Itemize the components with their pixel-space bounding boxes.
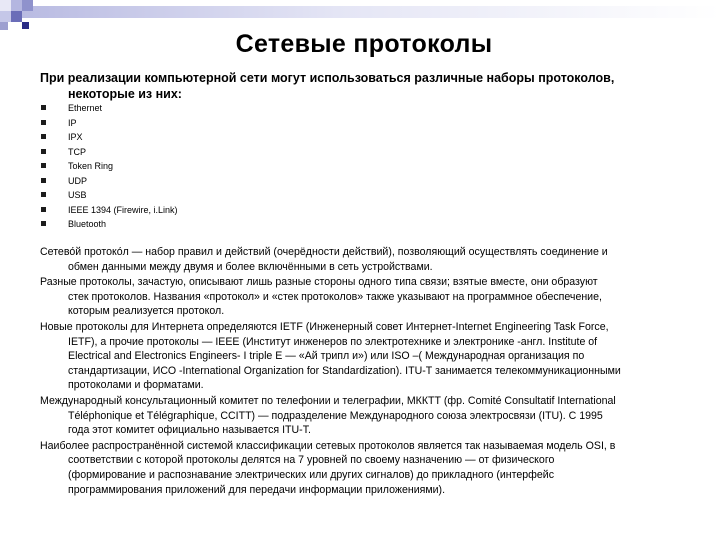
paragraph-line: соответствии с которой протоколы делятся на 7 уровней по своему назначению — от физического xyxy=(68,454,555,467)
protocol-list-item xyxy=(40,130,178,145)
paragraph-line: Téléphonique et Télégraphique, CCITT) — подразделение Международного союза электросвязи (ITU). С 1995 xyxy=(68,409,603,422)
header-gradient-band xyxy=(22,6,720,18)
protocol-name: IP xyxy=(68,117,77,128)
square-bullet-icon xyxy=(41,149,46,154)
protocol-list-item xyxy=(40,116,178,131)
square-bullet-icon xyxy=(41,105,46,110)
paragraph xyxy=(40,275,702,319)
paragraph xyxy=(40,439,702,497)
protocol-name: USB xyxy=(68,190,87,200)
protocol-list-item xyxy=(40,101,178,116)
protocol-list-item xyxy=(40,217,178,232)
protocol-name: TCP xyxy=(68,146,86,157)
intro-line: некоторые из них: xyxy=(68,87,182,101)
square-bullet-icon xyxy=(41,192,46,197)
protocol-name: Bluetooth xyxy=(68,219,107,229)
body-paragraphs xyxy=(40,245,702,498)
intro-text xyxy=(40,70,710,102)
square-bullet-icon xyxy=(41,221,46,226)
paragraph-line: IETF), а прочие протоколы — IEEE (Институт инженеров по электротехнике и электронике -англ. Institute of xyxy=(68,335,598,348)
paragraph-line: Разные протоколы, зачастую, описывают лишь разные стороны одного типа связи; взятые вместе, они образуют xyxy=(40,276,598,289)
protocol-name: Ethernet xyxy=(68,103,103,113)
square-bullet-icon xyxy=(41,120,46,125)
paragraph-line: Новые протоколы для Интернета определяются IETF (Инженерный совет Интернет-Internet Engineering Task Force, xyxy=(40,320,609,333)
paragraph xyxy=(40,245,702,274)
square-bullet-icon xyxy=(41,134,46,139)
decor-square xyxy=(0,22,8,30)
protocol-list-item xyxy=(40,174,178,189)
decor-square xyxy=(11,11,22,22)
paragraph-line: Наиболее распространённой системой классификации сетевых протоколов является так называемая модель OSI, в xyxy=(40,439,616,452)
paragraph xyxy=(40,320,702,393)
paragraph-line: обмен данными между двумя и более включёнными в сеть устройствами. xyxy=(68,260,433,273)
paragraph-line: (формирование и распознавание электрических или других сигналов) до прикладного (интерфейс xyxy=(68,468,554,481)
protocol-list-item xyxy=(40,159,178,174)
paragraph-line: протоколами и форматами. xyxy=(68,379,204,392)
slide-title: Сетевые протоколы xyxy=(235,30,493,58)
paragraph-line: программирования приложений для передачи информации приложениями). xyxy=(68,483,446,496)
protocol-list-item xyxy=(40,188,178,203)
protocol-name: IPX xyxy=(68,132,83,142)
paragraph-line: стандартизации, ИСО -International Organization for Standardization). ITU-T занимается телекоммуникационными xyxy=(68,364,621,377)
protocol-name: IEEE 1394 (Firewire, i.Link) xyxy=(68,204,178,215)
paragraph-line: Сетево́й протоко́л — набор правил и действий (очерёдности действий), позволяющий осуществлять соединение и xyxy=(40,246,608,258)
square-bullet-icon xyxy=(41,207,46,212)
protocol-list xyxy=(40,101,178,232)
protocol-name: UDP xyxy=(68,175,88,186)
protocol-list-item xyxy=(40,145,178,160)
paragraph-line: которым реализуется протокол. xyxy=(68,305,225,318)
decor-square xyxy=(22,22,29,29)
corner-squares-decoration xyxy=(0,0,720,30)
decor-square xyxy=(0,11,11,22)
protocol-name: Token Ring xyxy=(68,161,114,171)
intro-line: При реализации компьютерной сети могут использоваться различные наборы протоколов, xyxy=(40,71,615,85)
square-bullet-icon xyxy=(41,163,46,168)
decor-square xyxy=(11,0,22,11)
paragraph-line: Международный консультационный комитет по телефонии и телеграфии, МККТТ (фр. Comité Consultatif International xyxy=(40,394,616,407)
square-bullet-icon xyxy=(41,178,46,183)
decor-square xyxy=(22,0,33,11)
paragraph-line: года этот комитет официально называется ITU-T. xyxy=(68,424,311,437)
paragraph-line: Electrical and Electronics Engineers- I triple E — «Ай трипл и») или ISO –( Международная организация по xyxy=(68,350,585,363)
paragraph xyxy=(40,394,702,438)
decor-square xyxy=(0,0,11,11)
paragraph-line: стек протоколов. Названия «протокол» и «стек протоколов» также указывают на программное обеспечение, xyxy=(68,290,602,303)
protocol-list-item xyxy=(40,203,178,218)
